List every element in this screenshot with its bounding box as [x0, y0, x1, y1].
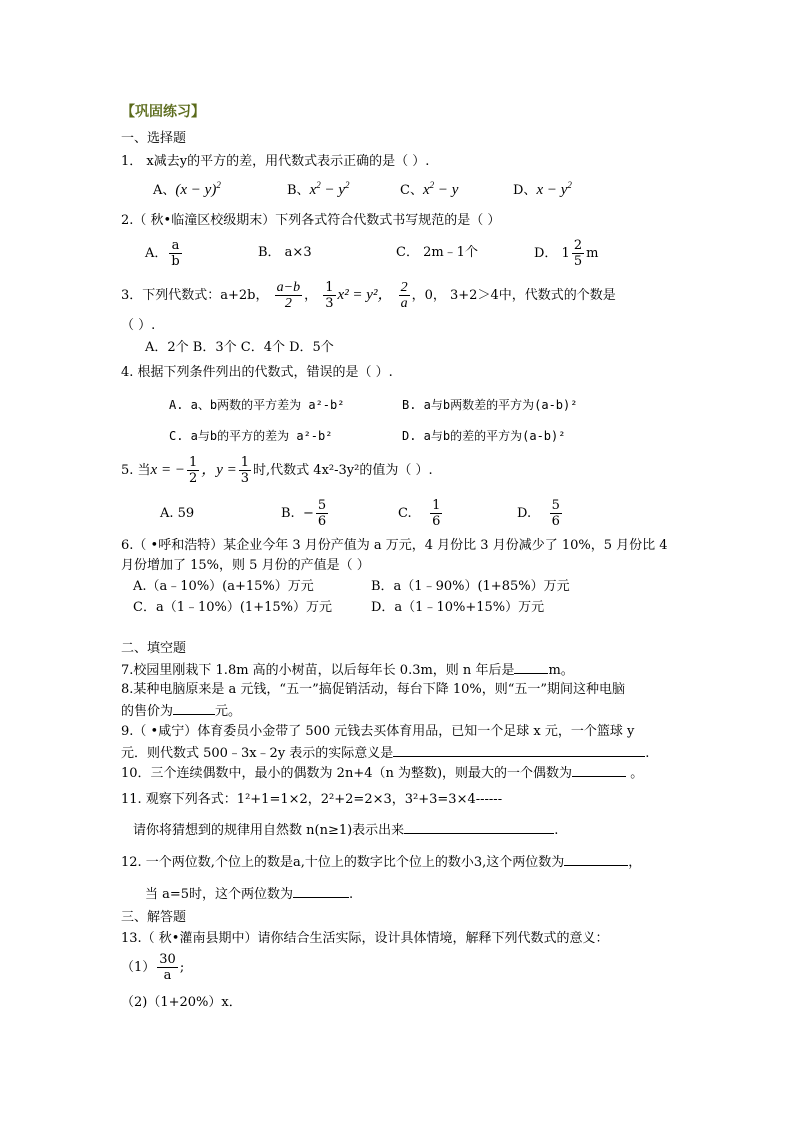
q6-line2: 月份增加了 15%，则 5 月份的产值是（ ） — [121, 558, 370, 573]
q1-option-c: C、$x^2 - y$ — [400, 180, 459, 198]
q2-option-d: D． 1 $\frac{2}{5}$ m — [534, 238, 599, 269]
q7: 7.校园里刚栽下 1.8m 高的小树苗，以后每年长 0.3m，则 n 年后是 m。 — [121, 663, 574, 678]
q6-option-d: D．a（1﹣10%+15%）万元 — [371, 600, 545, 615]
q3-options: A．2个 B．3个 C．4个 D．5个 — [145, 340, 334, 355]
q4-option-b: B. a与b两数差的平方为(a-b)² — [402, 398, 578, 412]
q5-option-b: B. − $\frac{5}{6}$ — [281, 498, 327, 529]
q6-option-b: B．a（1﹣90%）(1+85%）万元 — [371, 579, 570, 594]
q13-stem: 13.（ 秋•灌南县期中）请你结合生活实际，设计具体情境，解释下列代数式的意义： — [121, 931, 609, 946]
q4-stem: 4. 根据下列条件列出的代数式，错误的是（ ）. — [121, 365, 393, 380]
q2-stem: 2.（ 秋•临潼区校级期末）下列各式符合代数式书写规范的是（ ） — [121, 213, 501, 228]
q5-option-c: C. $\frac{1}{6}$ — [398, 498, 441, 529]
q8-line2: 的售价为 元。 — [121, 704, 242, 719]
q4-option-c: C. a与b的平方的差为 a²-b² — [169, 429, 333, 443]
q4-option-a: A. a、b两数的平方差为 a²-b² — [169, 398, 345, 412]
q4-option-d: D. a与b的差的平方为(a-b)² — [402, 429, 566, 443]
q6-line1: 6.（ •呼和浩特）某企业今年 3 月份产值为 a 万元，4 月份比 3 月份减少了 10%，5 月份比 4 — [121, 538, 668, 553]
q1-option-b: B、$x^2 - y^2$ — [287, 180, 350, 198]
q12-line1: 12. 一个两位数,个位上的数是a,十位上的数字比个位上的数小3,这个两位数为 ， — [121, 855, 642, 870]
q3-stem: 3．下列代数式：a+2b， $\frac{a-b}{2}$ ， $\frac{1}{3}$ x² = y²， $\frac{2}{a}$ ，0， 3+2＞4中，代数式的个数是 — [121, 280, 616, 311]
q5-option-a: A. 59 — [160, 506, 195, 521]
q2-option-b: B． a×3 — [258, 245, 312, 260]
q5-option-d: D. $\frac{5}{6}$ — [517, 498, 560, 529]
q1-option-a: A、$(x - y)^2$ — [153, 180, 221, 198]
section-answer-title: 三、解答题 — [121, 910, 187, 925]
q13-part1: （1） $\frac{30}{a}$ ; — [121, 952, 185, 983]
q11-line2: 请你将猜想到的规律用自然数 n(n≥1)表示出来 . — [133, 823, 559, 838]
section-fill-title: 二、填空题 — [121, 641, 187, 656]
q10: 10．三个连续偶数中，最小的偶数为 2n+4（n 为整数)，则最大的一个偶数为 。 — [121, 766, 644, 781]
q8-line1: 8.某种电脑原来是 a 元钱，“五一”搞促销活动，每台下降 10%，则“五一”期间这种电脑 — [121, 682, 626, 697]
q6-option-a: A.（a﹣10%）(a+15%）万元 — [133, 579, 314, 594]
q3-line2: （ ）. — [121, 318, 156, 333]
exercise-heading: 【巩固练习】 — [121, 104, 205, 120]
q5-stem: 5. 当x = − $\frac{1}{2}$ ，y = $\frac{1}{3}$ 时,代数式 4x²-3y²的值为（ ）. — [121, 455, 433, 486]
q6-option-c: C．a（1﹣10%）(1+15%）万元 — [133, 600, 332, 615]
q2-option-a: A． $\frac{a}{b}$ — [145, 238, 180, 269]
q1-stem: 1． x减去y的平方的差，用代数式表示正确的是（ ）. — [121, 154, 430, 169]
q13-part2: （2)（1+20%）x． — [121, 995, 242, 1010]
q1-option-d: D、$x - y^2$ — [513, 180, 572, 198]
q9-line2: 元．则代数式 500﹣3x﹣2y 表示的实际意义是 . — [121, 746, 650, 761]
q2-option-c: C． 2m﹣1个 — [396, 245, 478, 260]
section-choice-title: 一、选择题 — [121, 131, 187, 146]
q11-line1: 11. 观察下列各式：1²+1=1×2，2²+2=2×3，3²+3=3×4------ — [121, 792, 503, 807]
q9-line1: 9.（ •咸宁）体育委员小金带了 500 元钱去买体育用品，已知一个足球 x 元，一个篮球 y — [121, 724, 635, 739]
q12-line2: 当 a=5时，这个两位数为 . — [145, 887, 354, 902]
